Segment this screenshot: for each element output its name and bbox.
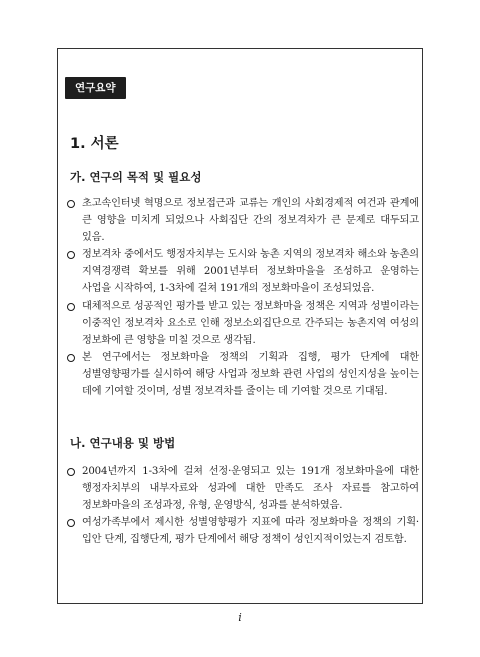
list-item: 여성가족부에서 제시한 성별영향평가 지표에 따라 정보화마을 정책의 기획·입안 단계, 집행단계, 평가 단계에서 해당 정책이 성인지적이었는지 검토함. (67, 514, 419, 548)
list-item: 정보격차 중에서도 행정자치부는 도시와 농촌 지역의 정보격차 해소와 농촌의 지역경쟁력 확보를 위해 2001년부터 정보화마을을 조성하고 운영하는 사업을 시작하여, 1-3차에 걸쳐 191개의 정보화마을이 조성되었음. (67, 246, 419, 297)
list-item: 초고속인터넷 혁명으로 정보접근과 교류는 개인의 사회경제적 여건과 관계에 큰 영향을 미치게 되었으나 사회집단 간의 정보격차가 큰 문제로 대두되고 있음. (67, 195, 419, 246)
circle-bullet-icon (67, 519, 75, 527)
circle-bullet-icon (67, 303, 75, 311)
circle-bullet-icon (67, 468, 75, 476)
circle-bullet-icon (67, 354, 75, 362)
circle-bullet-icon (67, 200, 75, 208)
subsection-title-purpose: 가. 연구의 목적 및 필요성 (70, 170, 202, 184)
list-item: 2004년까지 1-3차에 걸쳐 선정·운영되고 있는 191개 정보화마을에 대한 행정자치부의 내부자료와 성과에 대한 만족도 조사 자료를 참고하여 정보화마을의 조성과정, 유형, 운영방식, 성과를 분석하였음. (67, 463, 419, 514)
methods-list (67, 463, 419, 548)
section-title-introduction: 1. 서론 (70, 136, 119, 152)
purpose-list (67, 195, 419, 400)
list-item: 대체적으로 성공적인 평가를 받고 있는 정보화마을 정책은 지역과 성별이라는 이중적인 정보격차 요소로 인해 정보소외집단으로 간주되는 농촌지역 여성의 정보화에 큰 영향을 미칠 것으로 생각됨. (67, 298, 419, 349)
summary-badge: 연구요약 (65, 77, 126, 99)
list-item: 본 연구에서는 정보화마을 정책의 기획과 집행, 평가 단계에 대한 성별영향평가를 실시하여 해당 사업과 정보화 관련 사업의 성인지성을 높이는 데에 기여할 것이며, 성별 정보격차를 줄이는 데 기여할 것으로 기대됨. (67, 349, 419, 400)
subsection-title-methods: 나. 연구내용 및 방법 (70, 436, 176, 450)
circle-bullet-icon (67, 251, 75, 259)
page-number: i (238, 611, 242, 624)
